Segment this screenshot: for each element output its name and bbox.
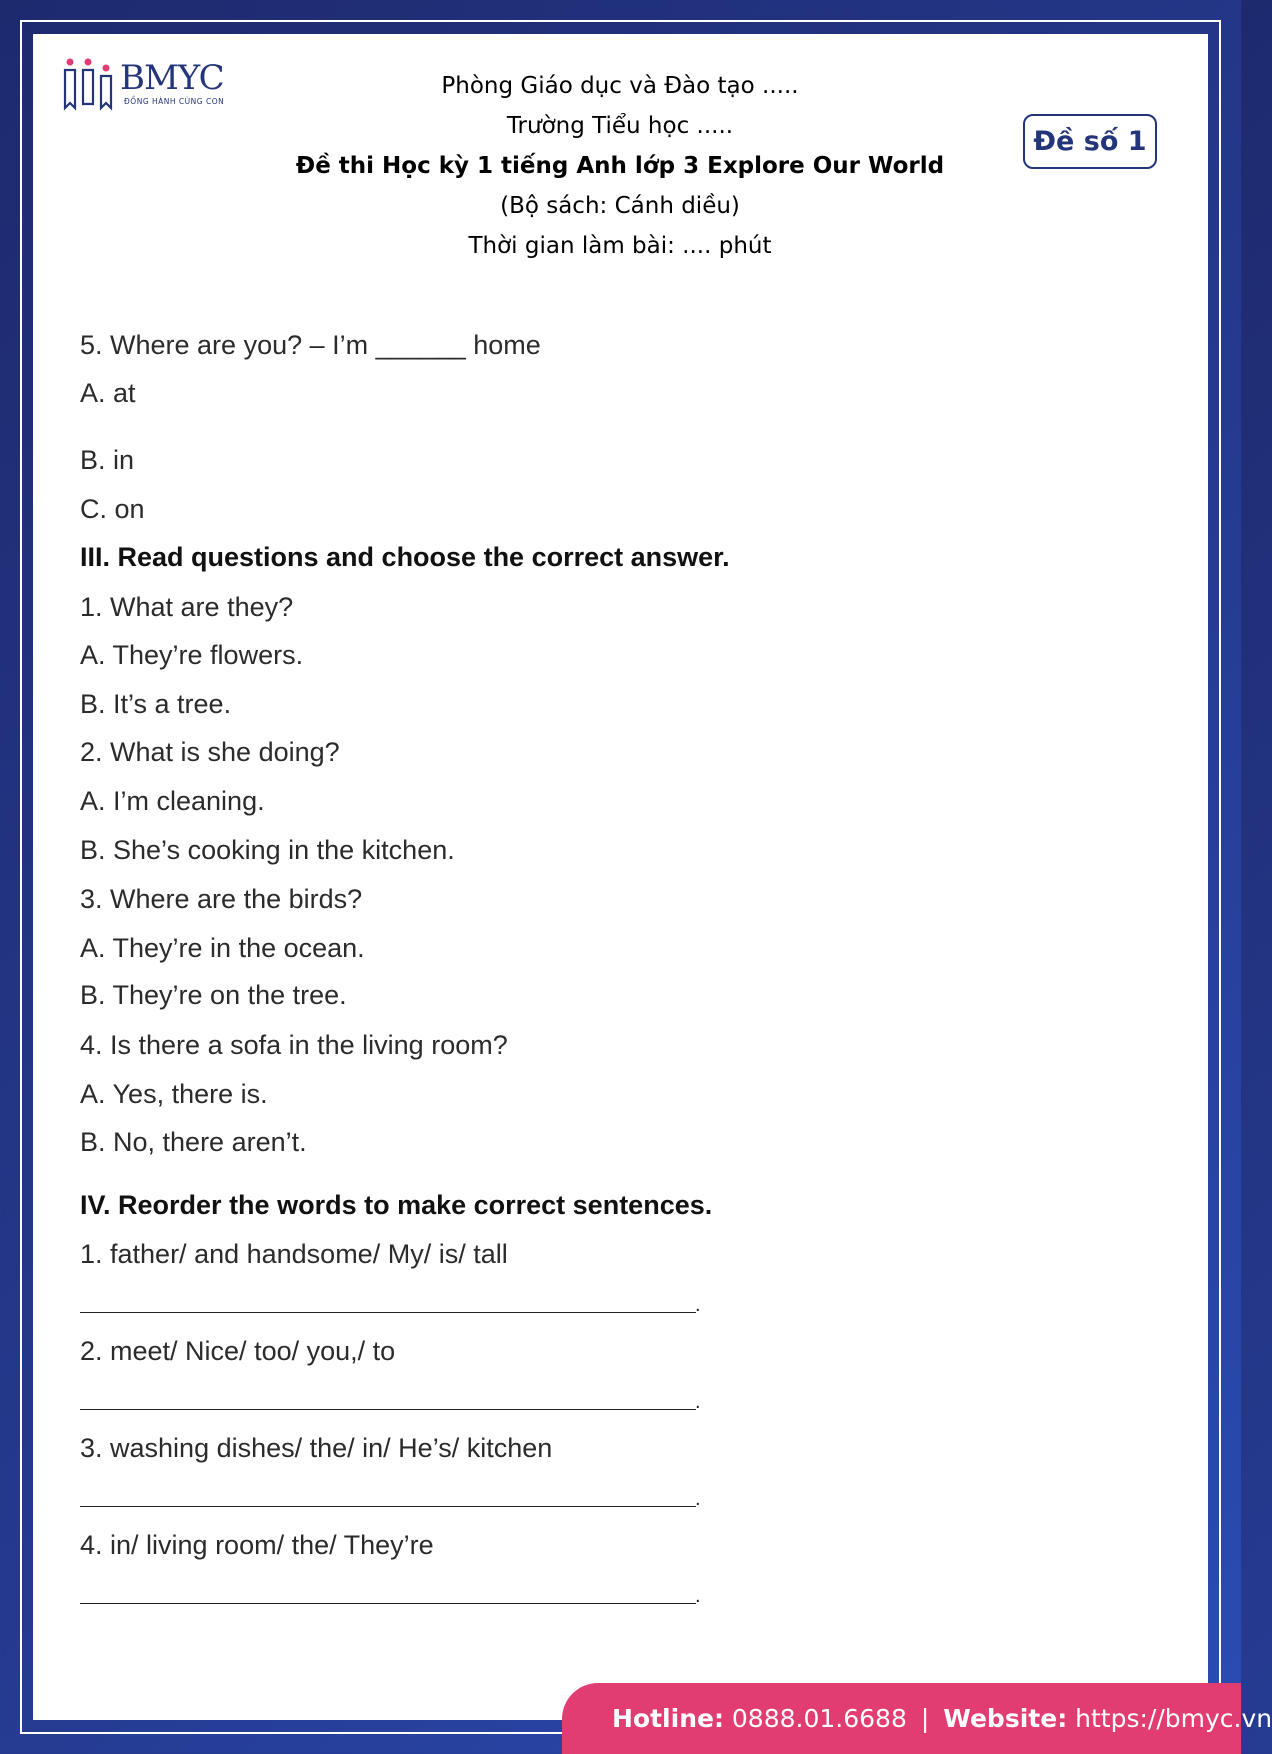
s3-q2-option-a: A. I’m cleaning. xyxy=(80,786,265,816)
department-line: Phòng Giáo dục và Đào tạo ..... xyxy=(441,73,799,99)
exam-number-badge: Đề số 1 xyxy=(1023,114,1157,169)
hotline-label: Hotline: xyxy=(612,1704,724,1733)
s3-q1-option-b: B. It’s a tree. xyxy=(80,689,232,719)
option-a: A. at xyxy=(80,378,136,408)
s3-q4-option-b: B. No, there aren’t. xyxy=(80,1127,307,1157)
website-link[interactable]: https://bmyc.vn xyxy=(1075,1704,1272,1733)
three-figures-logo-icon xyxy=(62,58,118,110)
footer-separator: | xyxy=(920,1704,930,1733)
contact-footer xyxy=(562,1683,1272,1754)
s3-question-4: 4. Is there a sofa in the living room? xyxy=(80,1030,508,1060)
section-3-title: III. Read questions and choose the correct answer. xyxy=(80,542,730,572)
exam-page xyxy=(33,34,1208,1720)
answer-line[interactable] xyxy=(80,1506,696,1507)
website-label: Website: xyxy=(943,1704,1068,1733)
answer-line-end: . xyxy=(695,1488,701,1510)
option-c: C. on xyxy=(80,494,145,524)
s3-question-1: 1. What are they? xyxy=(80,592,294,622)
exam-title: Đề thi Học kỳ 1 tiếng Anh lớp 3 Explore Our World xyxy=(295,153,945,179)
bmyc-logo xyxy=(62,58,232,114)
question-5: 5. Where are you? – I’m ______ home xyxy=(80,330,541,360)
answer-line-end: . xyxy=(695,1391,701,1413)
s3-q3-option-a: A. They’re in the ocean. xyxy=(80,933,365,963)
book-series: (Bộ sách: Cánh diều) xyxy=(500,193,740,219)
answer-line[interactable] xyxy=(80,1603,696,1604)
s3-q1-option-a: A. They’re flowers. xyxy=(80,640,304,670)
s4-item-4: 4. in/ living room/ the/ They’re xyxy=(80,1530,434,1560)
s4-item-1: 1. father/ and handsome/ My/ is/ tall xyxy=(80,1239,508,1269)
answer-line[interactable] xyxy=(80,1312,696,1313)
answer-line[interactable] xyxy=(80,1409,696,1410)
logo-brand: BMYC xyxy=(120,58,224,98)
s4-item-2: 2. meet/ Nice/ too/ you,/ to xyxy=(80,1336,396,1366)
s4-item-3: 3. washing dishes/ the/ in/ He’s/ kitchen xyxy=(80,1433,553,1463)
logo-tagline: ĐỒNG HÀNH CÙNG CON xyxy=(124,97,225,106)
school-line: Trường Tiểu học ..... xyxy=(506,113,734,139)
section-4-title: IV. Reorder the words to make correct sentences. xyxy=(80,1190,713,1220)
s3-question-2: 2. What is she doing? xyxy=(80,737,340,767)
s3-question-3: 3. Where are the birds? xyxy=(80,884,363,914)
exam-header xyxy=(220,66,1020,266)
s3-q3-option-b: B. They’re on the tree. xyxy=(80,980,347,1010)
answer-line-end: . xyxy=(695,1294,701,1316)
hotline-number[interactable]: 0888.01.6688 xyxy=(731,1704,907,1733)
answer-line-end: . xyxy=(695,1585,701,1607)
s3-q4-option-a: A. Yes, there is. xyxy=(80,1079,268,1109)
exam-time: Thời gian làm bài: .... phút xyxy=(468,233,772,259)
option-b: B. in xyxy=(80,445,135,475)
s3-q2-option-b: B. She’s cooking in the kitchen. xyxy=(80,835,455,865)
